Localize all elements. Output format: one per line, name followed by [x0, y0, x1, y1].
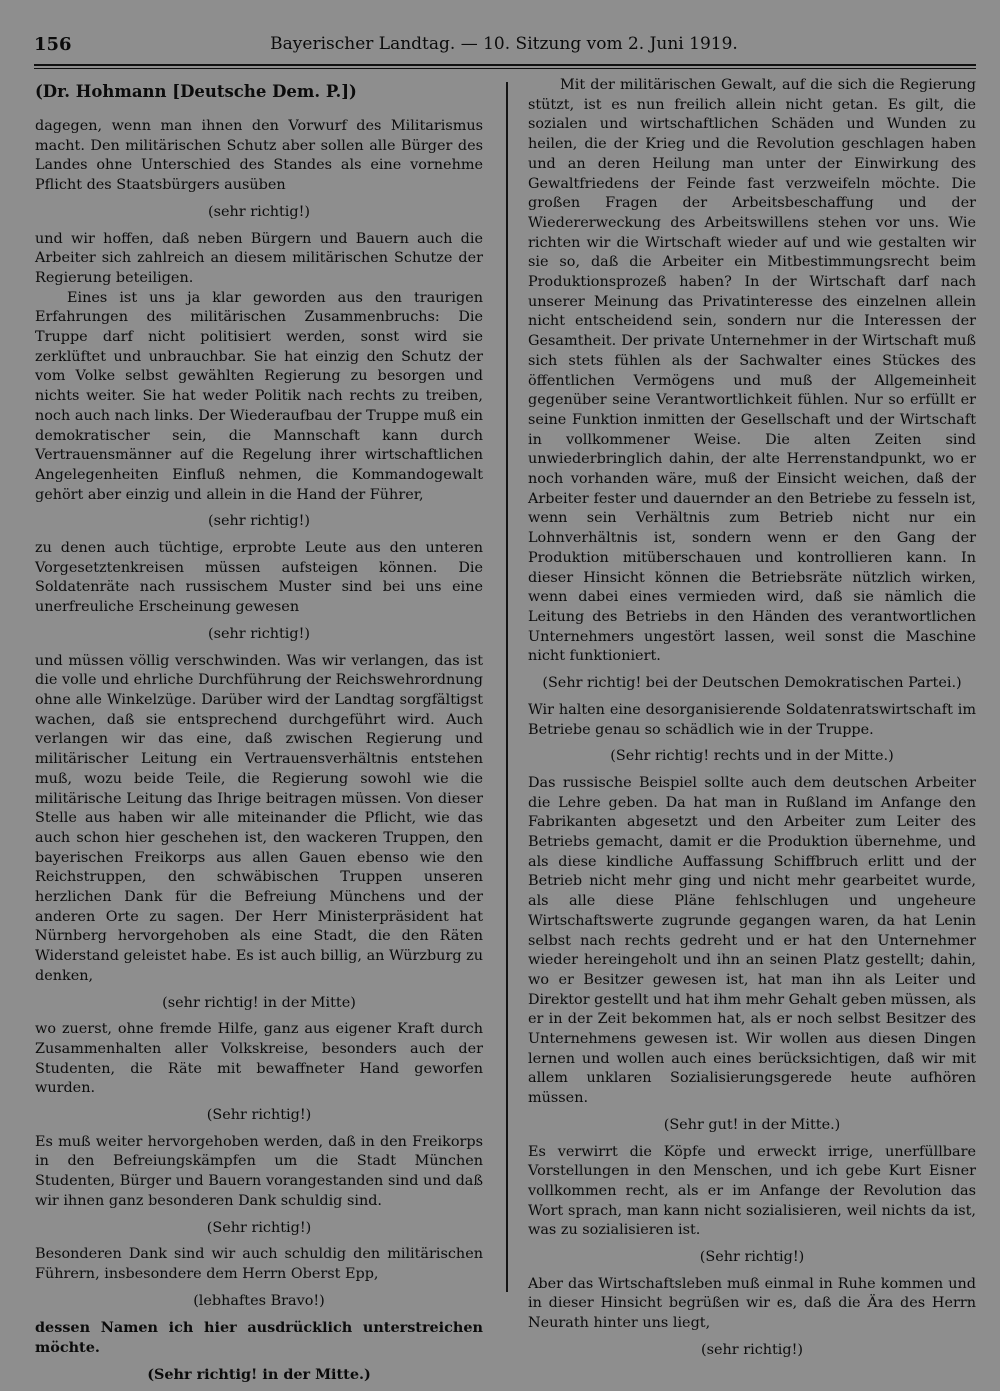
interjection: (Sehr richtig!)	[699, 1249, 805, 1266]
paragraph: zu denen auch tüchtige, erprobte Leute aus den unteren Vorgesetztenkreisen müssen aufsteigen können. Die Soldatenräte nach russischem Muster sind bei uns eine unerfreuliche Erscheinung gewesen	[35, 540, 483, 616]
interjection: (sehr richtig!)	[700, 1341, 804, 1358]
header-rule	[34, 64, 976, 66]
interjection: (Sehr richtig!)	[206, 1107, 312, 1124]
paragraph: Das russische Beispiel sollte auch dem deutschen Arbeiter die Lehre geben. Da hat man in Rußland im Anfange den Fabrikanten abgesetzt und den Arbeiter zum Leiter des Betriebs gemacht, damit er die Produktion übernehme, und als diese kindliche Auffassung Schiffbruch erlitt und der Betrieb nicht mehr ging und nicht mehr gearbeitet wurde, als alle diese Pläne fehlschlugen und ungeheure Wirtschaftswerte zugrunde gegangen waren, da hat Lenin selbst nach rechts gedreht und er hat den Unternehmer wieder hereingeholt und ihn an seinen Platz gestellt; dahin, wo er Besitzer gewesen ist, hat man ihn als Leiter und Direktor gestellt und hat ihm mehr Gehalt geben müssen, als er in der Zeit bekommen hat, als er noch selbst Besitzer des Unternehmens gewesen ist. Wir wollen aus diesen Dingen lernen und wollen auch eines berücksichtigen, daß wir mit allem unklaren Sozialisierungsgerede heute aufhören müssen.	[528, 774, 976, 1107]
paragraph: Wir halten eine desorganisierende Soldatenratswirtschaft im Betriebe genau so schädlich wie in der Truppe.	[528, 701, 976, 738]
interjection: (lebhaftes Bravo!)	[193, 1292, 325, 1309]
paragraph: Besonderen Dank sind wir auch schuldig den militärischen Führern, insbesondere dem Herrn Oberst Epp,	[35, 1246, 483, 1282]
speaker-heading: (Dr. Hohmann [Deutsche Dem. P.])	[35, 82, 357, 101]
paragraph: und wir hoffen, daß neben Bürgern und Bauern auch die Arbeiter sich zahlreich an diesem militärischen Schutze der Regierung beteiligen.	[35, 230, 483, 286]
paragraph: wo zuerst, ohne fremde Hilfe, ganz aus eigener Kraft durch Zusammenhalten aller Volkskreise, besonders auch der Studenten, die Räte mit bewaffneter Hand geworfen wurden.	[35, 1021, 483, 1097]
paragraph: Es verwirrt die Köpfe und erweckt irrige, unerfüllbare Vorstellungen in den Menschen, und ich gebe Kurt Eisner vollkommen recht, als er im Anfange der Revolution das Wort sprach, man kann nicht sozialisieren, weil nichts da ist, was zu sozialisieren ist.	[528, 1143, 976, 1239]
paragraph: dessen Namen ich hier ausdrücklich unterstreichen möchte.	[35, 1319, 483, 1357]
interjection: (Sehr richtig! rechts und in der Mitte.)	[610, 748, 894, 765]
interjection: (sehr richtig! in der Mitte)	[162, 994, 356, 1011]
interjection: (Sehr richtig! bei der Deutschen Demokratischen Partei.)	[542, 675, 962, 692]
header-rule-thin	[34, 68, 976, 69]
interjection: (Sehr gut! in der Mitte.)	[663, 1116, 841, 1133]
interjection: (Sehr richtig!)	[206, 1219, 312, 1236]
paragraph: dagegen, wenn man ihnen den Vorwurf des Militarismus macht. Den militärischen Schutz aber sollen alle Bürger des Landes ohne Unterschied des Standes als eine vornehme Pflicht des Staatsbürgers ausüben	[35, 118, 483, 194]
paragraph: Es muß weiter hervorgehoben werden, daß in den Freikorps in den Befreiungskämpfen um die Stadt München Studenten, Bürger und Bauern vorangestanden sind und daß wir ihnen ganz besonderen Dank schuldig sind.	[35, 1133, 483, 1209]
interjection: (Sehr richtig! in der Mitte.)	[147, 1365, 371, 1383]
paragraph: und müssen völlig verschwinden. Was wir verlangen, das ist die volle und ehrliche Durchführung der Reichswehrordnung ohne alle Winkelzüge. Darüber wird der Landtag sorgfältigst wachen, daß sie entsprechend durchgeführt wird. Auch verlangen wir das eine, daß zwischen Regierung und militärischer Leitung ein Vertrauensverhältnis entstehen muß, wozu beide Teile, die Regierung sowohl wie die militärische Leitung das Ihrige beitragen müssen. Von dieser Stelle aus haben wir alle miteinander die Pflicht, wie das auch schon hier geschehen ist, den wackeren Truppen, den bayerischen Freikorps aus allen Gauen ebenso wie den Reichstruppen, den schwäbischen Truppen unseren herzlichen Dank für die Befreiung Münchens und der anderen Orte zu sagen. Der Herr Ministerpräsident hat Nürnberg hervorgehoben als eine Stadt, die den Räten Widerstand geleistet habe. Es ist auch billig, an Würzburg zu denken,	[35, 652, 483, 984]
right-column	[528, 76, 976, 1368]
interjection: (sehr richtig!)	[207, 513, 311, 530]
running-title: Bayerischer Landtag. — 10. Sitzung vom 2. Juni 1919.	[270, 34, 738, 54]
interjection: (sehr richtig!)	[207, 625, 311, 642]
page-number: 156	[34, 34, 72, 55]
paragraph: Eines ist uns ja klar geworden aus den traurigen Erfahrungen des militärischen Zusammenbruchs: Die Truppe darf nicht politisiert werden, sonst wird sie zerklüftet und unbrauchbar. Sie hat einzig den Schutz der vom Volke selbst gewählten Regierung zu besorgen und nichts weiter. Sie hat weder Politik nach rechts zu treiben, noch auch nach links. Der Wiederaufbau der Truppe muß ein demokratischer sein, die Mannschaft kann durch Vertrauensmänner auf die Regelung ihrer wirtschaftlichen Angelegenheiten Einfluß nehmen, die Kommandogewalt gehört aber einzig und allein in die Hand der Führer,	[35, 289, 483, 503]
interjection: (sehr richtig!)	[207, 203, 311, 220]
paragraph: Aber das Wirtschaftsleben muß einmal in Ruhe kommen und in dieser Hinsicht begrüßen wir es, daß die Ära des Herrn Neurath hinter uns liegt,	[528, 1275, 976, 1332]
column-divider	[506, 82, 508, 1292]
page-header	[34, 34, 974, 64]
paragraph: Mit der militärischen Gewalt, auf die sich die Regierung stützt, ist es nun freilich allein nicht getan. Es gilt, die sozialen und wirtschaftlichen Schäden und Wunden zu heilen, die der Krieg und die Revolution geschlagen haben und an deren Heilung man unter der Einwirkung des Gewaltfriedens der Feinde fast verzweifeln möchte. Die großen Fragen der Arbeitsbeschaffung und der Wiedererweckung des Arbeitswillens stehen vor uns. Wie richten wir die Wirtschaft wieder auf und wie gestalten wir sie so, daß die Arbeiter ein Mitbestimmungsrecht beim Produktionsprozeß haben? In der Wirtschaft darf nach unserer Meinung das Privatinteresse des einzelnen allein nicht entscheidend sein, sondern nur die Interessen der Gesamtheit. Der private Unternehmer in der Wirtschaft muß sich stets fühlen als der Sachwalter eines Stückes des öffentlichen Vermögens und muß der Allgemeinheit gegenüber seine Verantwortlichkeit fühlen. Nur so erfüllt er seine Funktion inmitten der Gesellschaft und der Wirtschaft in vollkommener Weise. Die alten Zeiten sind unwiederbringlich dahin, der alte Herrenstandpunkt, wo er noch vorhanden wäre, muß der Einsicht weichen, daß der Arbeiter fester und dauernder an den Betriebe zu fesseln ist, wenn sein Verhältnis zum Betrieb nicht nur ein Lohnverhältnis ist, sondern wenn er den Gang der Produktion mitüberschauen und kontrollieren kann. In dieser Hinsicht können die Betriebsräte nützlich wirken, wenn dabei eines vermieden wird, daß sie nämlich die Leitung des Betriebs in den Händen des verantwortlichen Unternehmers ungestört lassen, weil sonst die Maschine nicht funktioniert.	[528, 77, 976, 665]
left-column	[35, 76, 483, 1391]
